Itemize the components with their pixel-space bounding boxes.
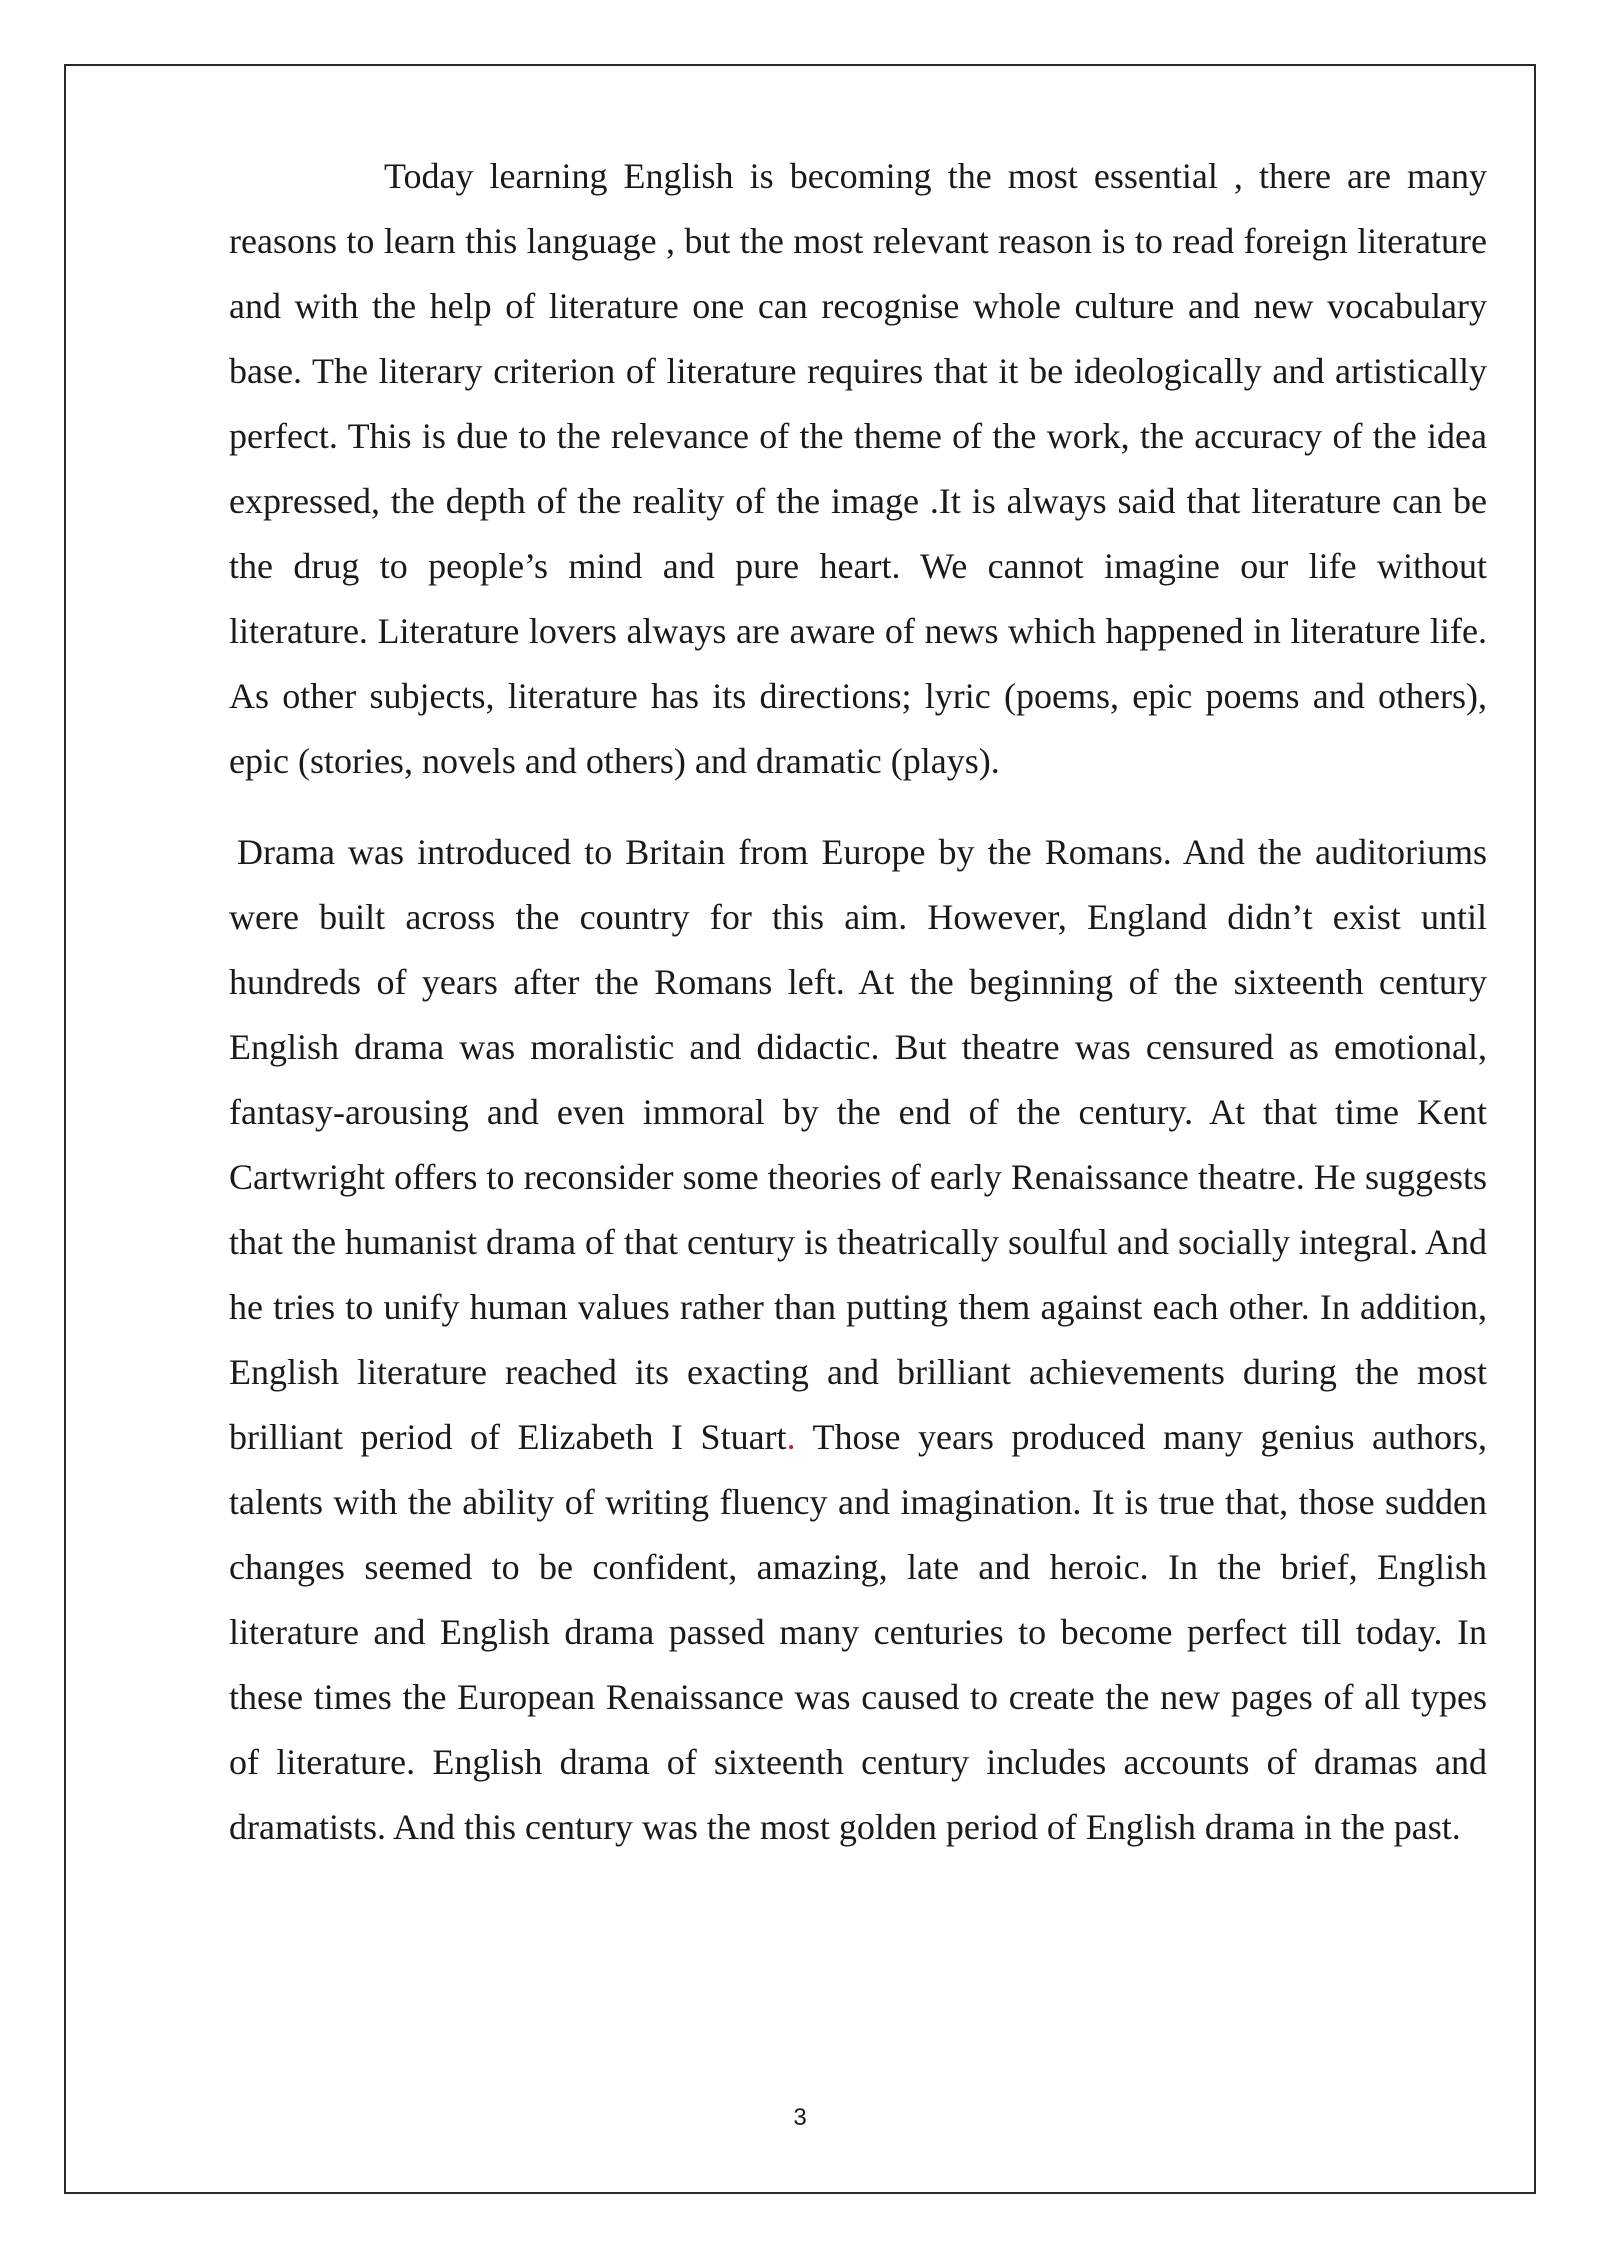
- paragraph-intro: Today learning English is becoming the most essential , there are many reasons to learn this language , but the most relevant reason is to read foreign literature and with the help of literature one can recognise whole culture and new vocabulary base. The literary criterion of literature requires that it be ideologically and artistically perfect. This is due to the relevance of the theme of the work, the accuracy of the idea expressed, the depth of the reality of the image .It is always said that literature can be the drug to people’s mind and pure heart. We cannot imagine our life without literature. Literature lovers always are aware of news which happened in literature life. As other subjects, literature has its directions; lyric (poems, epic poems and others), epic (stories, novels and others) and dramatic (plays).: [229, 156, 1487, 781]
- accent-period: .: [786, 1417, 796, 1457]
- page-number: 3: [793, 2104, 807, 2131]
- paragraph-drama-history-text-after: Those years produced many genius authors, talents with the ability of writing fluency and imagination. It is true that, those sudden changes seemed to be confident, amazing, late and heroic. In the brief, English literature and English drama passed many centuries to become perfect till today. In these times the European Renaissance was caused to create the new pages of all types of literature. English drama of sixteenth century includes accounts of dramas and dramatists. And this century was the most golden period of English drama in the past.: [229, 1417, 1487, 1847]
- paragraph-drama-history: [229, 820, 1487, 1860]
- document-body: [229, 144, 1487, 1860]
- paragraph-drama-history-text-before: Drama was introduced to Britain from Europe by the Romans. And the auditoriums were built across the country for this aim. However, England didn’t exist until hundreds of years after the Romans left. At the beginning of the sixteenth century English drama was moralistic and didactic. But theatre was censured as emotional, fantasy-arousing and even immoral by the end of the century. At that time Kent Cartwright offers to reconsider some theories of early Renaissance theatre. He suggests that the humanist drama of that century is theatrically soulful and socially integral. And he tries to unify human values rather than putting them against each other. In addition, English literature reached its exacting and brilliant achievements during the most brilliant period of Elizabeth I Stuart: [229, 832, 1487, 1457]
